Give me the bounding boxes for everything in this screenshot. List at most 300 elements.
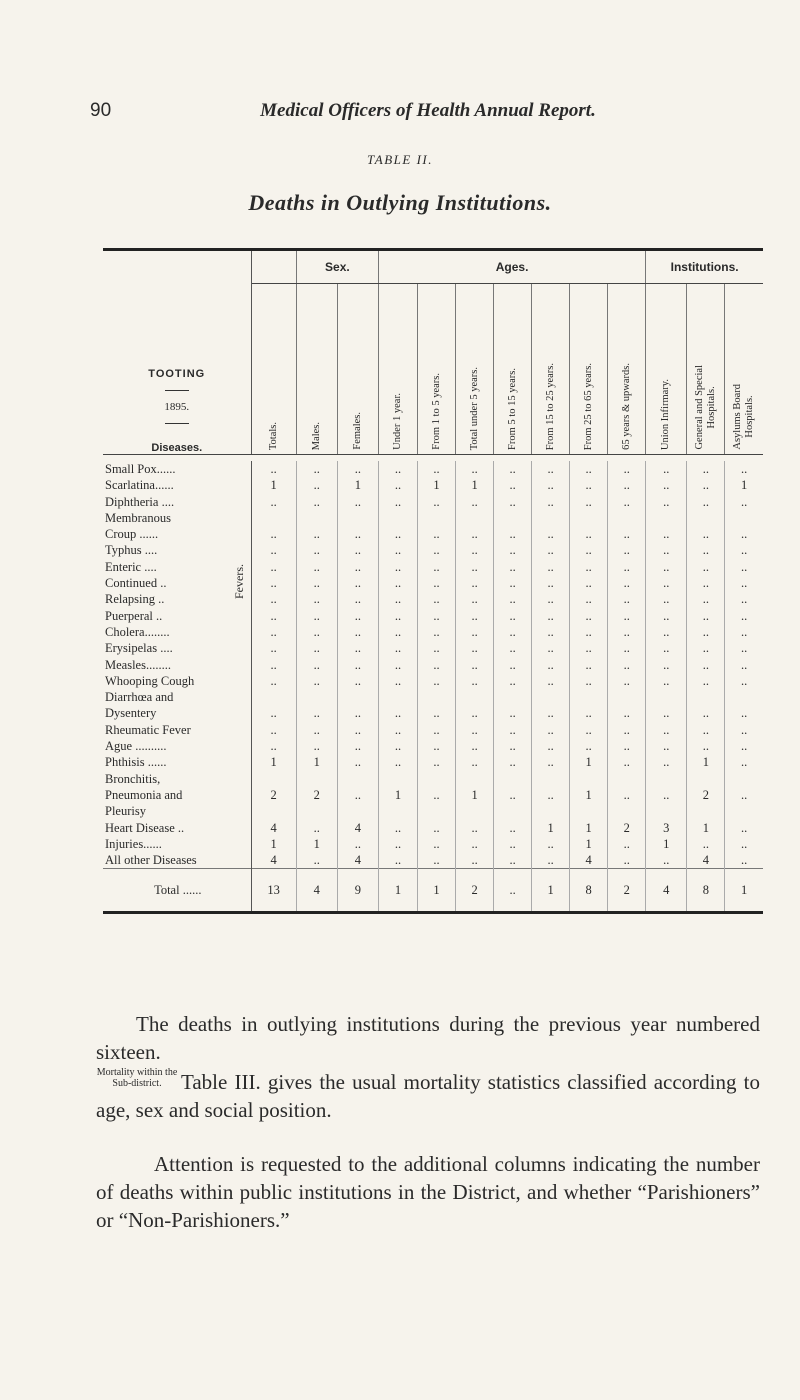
table-cell: .. bbox=[532, 526, 570, 542]
table-cell: .. bbox=[296, 624, 337, 640]
table-cell: .. bbox=[456, 461, 494, 477]
disease-name: Measles........ bbox=[103, 657, 251, 673]
table-cell: .. bbox=[532, 494, 570, 510]
table-cell: .. bbox=[608, 542, 646, 558]
table-row bbox=[103, 542, 763, 558]
table-cell bbox=[378, 771, 417, 787]
total-cell: 8 bbox=[687, 869, 725, 913]
table-cell: .. bbox=[494, 575, 532, 591]
table-cell bbox=[646, 689, 687, 705]
disease-name: Whooping Cough bbox=[103, 673, 251, 689]
total-cell: 4 bbox=[646, 869, 687, 913]
column-header-label: Females. bbox=[351, 412, 363, 450]
table-cell: .. bbox=[570, 657, 608, 673]
table-cell: .. bbox=[570, 494, 608, 510]
table-cell bbox=[456, 803, 494, 819]
fevers-group-label bbox=[228, 542, 251, 623]
table-cell: .. bbox=[251, 591, 296, 607]
table-cell bbox=[725, 510, 763, 526]
table-cell: 4 bbox=[251, 852, 296, 869]
table-cell: .. bbox=[251, 575, 296, 591]
column-header bbox=[570, 284, 608, 455]
table-cell: .. bbox=[608, 722, 646, 738]
column-header bbox=[725, 284, 763, 455]
table-cell: .. bbox=[418, 705, 456, 721]
total-cell: 1 bbox=[532, 869, 570, 913]
table-cell bbox=[532, 510, 570, 526]
table-cell bbox=[608, 689, 646, 705]
table-cell: .. bbox=[570, 526, 608, 542]
table-cell: .. bbox=[456, 608, 494, 624]
table-cell: .. bbox=[725, 591, 763, 607]
table-row bbox=[103, 624, 763, 640]
table-cell: .. bbox=[687, 657, 725, 673]
table-cell: .. bbox=[296, 575, 337, 591]
table-cell: .. bbox=[337, 673, 378, 689]
table-cell: .. bbox=[494, 608, 532, 624]
column-header-label: Under 1 year. bbox=[391, 393, 403, 450]
disease-name: Scarlatina...... bbox=[103, 477, 251, 493]
table-cell: .. bbox=[687, 738, 725, 754]
table-cell: .. bbox=[251, 624, 296, 640]
table-cell: .. bbox=[570, 705, 608, 721]
disease-name: Rheumatic Fever bbox=[103, 722, 251, 738]
table-cell: .. bbox=[532, 754, 570, 770]
table-cell: .. bbox=[608, 477, 646, 493]
table-cell: .. bbox=[378, 820, 417, 836]
group-ages: Ages. bbox=[378, 250, 645, 284]
disease-name: Pleurisy bbox=[103, 803, 251, 819]
table-cell: .. bbox=[251, 640, 296, 656]
table-cell: .. bbox=[532, 673, 570, 689]
table-cell: .. bbox=[456, 673, 494, 689]
paragraph-attention: Attention is requested to the additional columns indicating the number of deaths within public institutions in the District, and whether “Parishioners” or “Non-Parishioners.” bbox=[96, 1152, 760, 1232]
table-cell: .. bbox=[725, 575, 763, 591]
table-cell: .. bbox=[608, 591, 646, 607]
table-cell: 4 bbox=[337, 820, 378, 836]
table-row bbox=[103, 852, 763, 869]
table-cell: .. bbox=[456, 559, 494, 575]
table-cell: .. bbox=[608, 657, 646, 673]
table-cell: .. bbox=[494, 640, 532, 656]
table-cell: .. bbox=[418, 461, 456, 477]
table-cell bbox=[418, 689, 456, 705]
table-cell: .. bbox=[687, 640, 725, 656]
table-cell bbox=[687, 510, 725, 526]
table-row bbox=[103, 836, 763, 852]
table-cell: 1 bbox=[251, 477, 296, 493]
table-cell: .. bbox=[337, 559, 378, 575]
table-cell: .. bbox=[494, 852, 532, 869]
table-cell: .. bbox=[296, 591, 337, 607]
table-row bbox=[103, 738, 763, 754]
table-cell: 2 bbox=[251, 787, 296, 803]
table-cell: .. bbox=[296, 477, 337, 493]
disease-name: Cholera........ bbox=[103, 624, 251, 640]
table-row bbox=[103, 803, 763, 819]
table-cell: .. bbox=[687, 477, 725, 493]
table-cell: .. bbox=[725, 852, 763, 869]
column-header-label: 65 years & upwards. bbox=[620, 363, 632, 450]
total-cell: 1 bbox=[418, 869, 456, 913]
table-row bbox=[103, 526, 763, 542]
table-cell: .. bbox=[608, 526, 646, 542]
table-cell: .. bbox=[296, 673, 337, 689]
table-cell: .. bbox=[456, 657, 494, 673]
table-cell: .. bbox=[570, 722, 608, 738]
disease-name: Typhus .... bbox=[105, 543, 158, 558]
table-cell: .. bbox=[494, 738, 532, 754]
table-cell: .. bbox=[251, 494, 296, 510]
table-cell: .. bbox=[456, 820, 494, 836]
table-cell: .. bbox=[418, 754, 456, 770]
total-cell: 1 bbox=[378, 869, 417, 913]
table-cell: .. bbox=[570, 608, 608, 624]
table-cell: .. bbox=[456, 722, 494, 738]
table-cell: .. bbox=[251, 559, 296, 575]
table-cell bbox=[337, 771, 378, 787]
table-row bbox=[103, 559, 763, 575]
table-cell: 1 bbox=[296, 836, 337, 852]
column-header-label: From 15 to 25 years. bbox=[544, 362, 556, 450]
table-cell: 1 bbox=[725, 477, 763, 493]
total-cell: 4 bbox=[296, 869, 337, 913]
table-cell: .. bbox=[456, 494, 494, 510]
table-cell: .. bbox=[646, 477, 687, 493]
table-cell: .. bbox=[378, 673, 417, 689]
table-cell: .. bbox=[570, 477, 608, 493]
table-cell bbox=[646, 510, 687, 526]
table-cell: .. bbox=[378, 526, 417, 542]
total-cell: 13 bbox=[251, 869, 296, 913]
table-cell: 4 bbox=[251, 820, 296, 836]
year-label: 1895. bbox=[164, 401, 190, 413]
table-cell: .. bbox=[456, 754, 494, 770]
table-cell: .. bbox=[725, 624, 763, 640]
table-cell: .. bbox=[337, 754, 378, 770]
table-cell: .. bbox=[532, 787, 570, 803]
table-cell bbox=[570, 803, 608, 819]
disease-name: Small Pox...... bbox=[103, 461, 251, 477]
table-cell: .. bbox=[296, 657, 337, 673]
table-cell bbox=[378, 689, 417, 705]
table-cell: .. bbox=[532, 722, 570, 738]
table-cell: .. bbox=[646, 591, 687, 607]
table-cell: .. bbox=[418, 494, 456, 510]
table-cell: .. bbox=[378, 608, 417, 624]
table-cell bbox=[456, 689, 494, 705]
table-cell: .. bbox=[337, 494, 378, 510]
table-cell: .. bbox=[296, 820, 337, 836]
table-cell: .. bbox=[725, 820, 763, 836]
column-header-label: From 1 to 5 years. bbox=[430, 373, 442, 450]
table-cell: .. bbox=[418, 722, 456, 738]
table-cell: .. bbox=[296, 526, 337, 542]
table-cell: .. bbox=[378, 722, 417, 738]
table-cell: .. bbox=[418, 787, 456, 803]
table-cell bbox=[687, 771, 725, 787]
table-row bbox=[103, 608, 763, 624]
column-header bbox=[296, 284, 337, 455]
column-header-label: Asylums Board Hospitals. bbox=[732, 384, 756, 450]
table-cell bbox=[725, 689, 763, 705]
disease-name: All other Diseases bbox=[103, 852, 251, 869]
table-cell: .. bbox=[251, 705, 296, 721]
column-header-label: Total under 5 years. bbox=[468, 366, 480, 450]
table-cell: .. bbox=[296, 494, 337, 510]
table-cell: .. bbox=[570, 591, 608, 607]
table-cell: .. bbox=[687, 624, 725, 640]
table-cell: .. bbox=[725, 526, 763, 542]
disease-name: Bronchitis, bbox=[103, 771, 251, 787]
table-row bbox=[103, 640, 763, 656]
table-cell bbox=[456, 771, 494, 787]
table-cell: .. bbox=[532, 738, 570, 754]
table-cell: 3 bbox=[646, 820, 687, 836]
table-cell bbox=[725, 803, 763, 819]
table-cell: .. bbox=[494, 477, 532, 493]
disease-name: Dysentery bbox=[103, 705, 251, 721]
table-cell: 2 bbox=[687, 787, 725, 803]
table-cell: 1 bbox=[296, 754, 337, 770]
table-title: Deaths in Outlying Institutions. bbox=[248, 190, 552, 215]
table-cell: .. bbox=[418, 591, 456, 607]
table-cell bbox=[251, 771, 296, 787]
table-cell: 1 bbox=[251, 836, 296, 852]
table-cell: .. bbox=[646, 705, 687, 721]
table-cell: .. bbox=[725, 608, 763, 624]
table-cell: .. bbox=[418, 836, 456, 852]
table-cell: .. bbox=[532, 836, 570, 852]
table-cell bbox=[337, 510, 378, 526]
table-cell: .. bbox=[296, 722, 337, 738]
column-header bbox=[337, 284, 378, 455]
group-sex: Sex. bbox=[296, 250, 378, 284]
column-header bbox=[494, 284, 532, 455]
table-cell: .. bbox=[456, 575, 494, 591]
table-cell: .. bbox=[251, 608, 296, 624]
disease-name: Heart Disease .. bbox=[103, 820, 251, 836]
table-cell: .. bbox=[532, 575, 570, 591]
table-cell: .. bbox=[608, 608, 646, 624]
deaths-table-container bbox=[103, 248, 763, 914]
table-cell bbox=[296, 803, 337, 819]
page-number: 90 bbox=[90, 100, 112, 121]
column-header bbox=[646, 284, 687, 455]
table-cell: .. bbox=[378, 754, 417, 770]
column-header-label: From 25 to 65 years. bbox=[582, 362, 594, 450]
table-cell: .. bbox=[725, 787, 763, 803]
table-cell bbox=[296, 771, 337, 787]
table-cell bbox=[570, 510, 608, 526]
table-cell: 4 bbox=[570, 852, 608, 869]
table-cell: .. bbox=[378, 477, 417, 493]
table-cell bbox=[532, 771, 570, 787]
column-header bbox=[687, 284, 725, 455]
table-cell bbox=[418, 510, 456, 526]
table-cell bbox=[251, 689, 296, 705]
table-cell bbox=[608, 510, 646, 526]
total-row bbox=[103, 869, 763, 913]
table-cell: .. bbox=[687, 722, 725, 738]
table-cell: .. bbox=[418, 542, 456, 558]
table-cell: 1 bbox=[570, 754, 608, 770]
table-cell: .. bbox=[337, 738, 378, 754]
table-cell: .. bbox=[337, 542, 378, 558]
column-header-label: Union Infirmary. bbox=[660, 378, 672, 450]
table-row bbox=[103, 510, 763, 526]
table-cell: .. bbox=[251, 673, 296, 689]
table-cell: .. bbox=[337, 624, 378, 640]
table-cell: .. bbox=[570, 559, 608, 575]
table-row bbox=[103, 575, 763, 591]
table-cell: .. bbox=[532, 608, 570, 624]
table-cell: .. bbox=[296, 705, 337, 721]
table-cell: .. bbox=[725, 494, 763, 510]
table-cell bbox=[532, 689, 570, 705]
table-cell: .. bbox=[456, 526, 494, 542]
table-corner-header bbox=[103, 250, 251, 455]
table-cell bbox=[608, 803, 646, 819]
table-cell: .. bbox=[378, 705, 417, 721]
table-row bbox=[103, 820, 763, 836]
table-cell: .. bbox=[646, 640, 687, 656]
table-cell: 1 bbox=[378, 787, 417, 803]
table-cell: .. bbox=[378, 640, 417, 656]
table-cell: .. bbox=[494, 526, 532, 542]
table-cell: .. bbox=[494, 461, 532, 477]
table-cell: .. bbox=[687, 608, 725, 624]
table-cell: .. bbox=[608, 575, 646, 591]
table-cell: .. bbox=[725, 836, 763, 852]
table-cell bbox=[608, 771, 646, 787]
table-cell: .. bbox=[687, 705, 725, 721]
table-cell: .. bbox=[378, 559, 417, 575]
table-cell: .. bbox=[532, 477, 570, 493]
table-row bbox=[103, 787, 763, 803]
table-cell: 1 bbox=[456, 787, 494, 803]
disease-name: Ague .......... bbox=[103, 738, 251, 754]
table-row bbox=[103, 477, 763, 493]
table-cell: .. bbox=[608, 624, 646, 640]
table-cell: .. bbox=[418, 526, 456, 542]
table-cell: .. bbox=[608, 673, 646, 689]
table-cell: .. bbox=[418, 673, 456, 689]
table-cell bbox=[532, 803, 570, 819]
table-cell: .. bbox=[646, 461, 687, 477]
table-row bbox=[103, 705, 763, 721]
table-cell: .. bbox=[687, 591, 725, 607]
total-cell: 2 bbox=[608, 869, 646, 913]
table-cell: .. bbox=[608, 494, 646, 510]
table-cell: .. bbox=[296, 608, 337, 624]
table-cell: .. bbox=[608, 852, 646, 869]
table-cell: .. bbox=[532, 461, 570, 477]
table-cell: .. bbox=[687, 673, 725, 689]
table-cell: .. bbox=[687, 461, 725, 477]
table-cell: .. bbox=[251, 657, 296, 673]
table-cell bbox=[418, 803, 456, 819]
table-cell: .. bbox=[646, 608, 687, 624]
table-cell: 2 bbox=[608, 820, 646, 836]
table-cell: .. bbox=[456, 852, 494, 869]
table-cell: .. bbox=[378, 461, 417, 477]
table-cell: .. bbox=[494, 820, 532, 836]
total-cell: .. bbox=[494, 869, 532, 913]
table-cell: .. bbox=[646, 673, 687, 689]
table-cell: .. bbox=[494, 591, 532, 607]
fevers-label: Fevers. bbox=[232, 563, 247, 599]
table-cell: 1 bbox=[570, 836, 608, 852]
table-cell: .. bbox=[456, 624, 494, 640]
table-cell: .. bbox=[456, 836, 494, 852]
table-cell: .. bbox=[337, 657, 378, 673]
table-cell: .. bbox=[532, 624, 570, 640]
table-cell: .. bbox=[296, 461, 337, 477]
table-cell: .. bbox=[337, 836, 378, 852]
table-cell bbox=[494, 510, 532, 526]
table-cell: .. bbox=[570, 461, 608, 477]
table-cell: .. bbox=[725, 754, 763, 770]
table-cell: 2 bbox=[296, 787, 337, 803]
table-cell: .. bbox=[456, 591, 494, 607]
side-note: Mortality within the Sub-district. bbox=[96, 1067, 178, 1089]
table-cell: .. bbox=[296, 542, 337, 558]
table-cell: .. bbox=[251, 738, 296, 754]
table-cell: .. bbox=[725, 705, 763, 721]
table-cell: .. bbox=[646, 852, 687, 869]
table-cell bbox=[378, 803, 417, 819]
table-cell: .. bbox=[456, 542, 494, 558]
column-header bbox=[418, 284, 456, 455]
table-cell bbox=[251, 803, 296, 819]
table-cell: .. bbox=[494, 673, 532, 689]
table-cell: .. bbox=[725, 461, 763, 477]
table-cell: .. bbox=[532, 705, 570, 721]
table-cell: .. bbox=[378, 494, 417, 510]
table-cell: .. bbox=[378, 591, 417, 607]
table-cell: .. bbox=[646, 575, 687, 591]
table-cell: .. bbox=[608, 559, 646, 575]
table-cell: .. bbox=[570, 640, 608, 656]
table-cell: 1 bbox=[337, 477, 378, 493]
table-cell: .. bbox=[418, 624, 456, 640]
deaths-table bbox=[103, 248, 763, 914]
table-cell: .. bbox=[532, 852, 570, 869]
table-cell: 1 bbox=[456, 477, 494, 493]
table-cell: .. bbox=[570, 542, 608, 558]
table-cell bbox=[337, 689, 378, 705]
column-header bbox=[251, 284, 296, 455]
paragraph-deaths-count: The deaths in outlying institutions during the previous year numbered sixteen. bbox=[96, 1012, 760, 1064]
table-cell bbox=[296, 689, 337, 705]
table-cell: 4 bbox=[687, 852, 725, 869]
table-cell: .. bbox=[296, 852, 337, 869]
table-cell bbox=[296, 510, 337, 526]
table-cell: .. bbox=[337, 722, 378, 738]
table-cell: .. bbox=[646, 657, 687, 673]
table-cell: .. bbox=[725, 657, 763, 673]
table-cell bbox=[646, 771, 687, 787]
table-cell bbox=[456, 510, 494, 526]
paragraph-table-three: Table III. gives the usual mortality statistics classified according to age, sex and social position. bbox=[96, 1070, 760, 1122]
table-cell: .. bbox=[570, 738, 608, 754]
table-cell: .. bbox=[378, 852, 417, 869]
disease-name: Diarrhœa and bbox=[103, 689, 251, 705]
table-cell: 1 bbox=[418, 477, 456, 493]
table-cell: .. bbox=[608, 836, 646, 852]
column-header-label: Totals. bbox=[267, 421, 279, 450]
